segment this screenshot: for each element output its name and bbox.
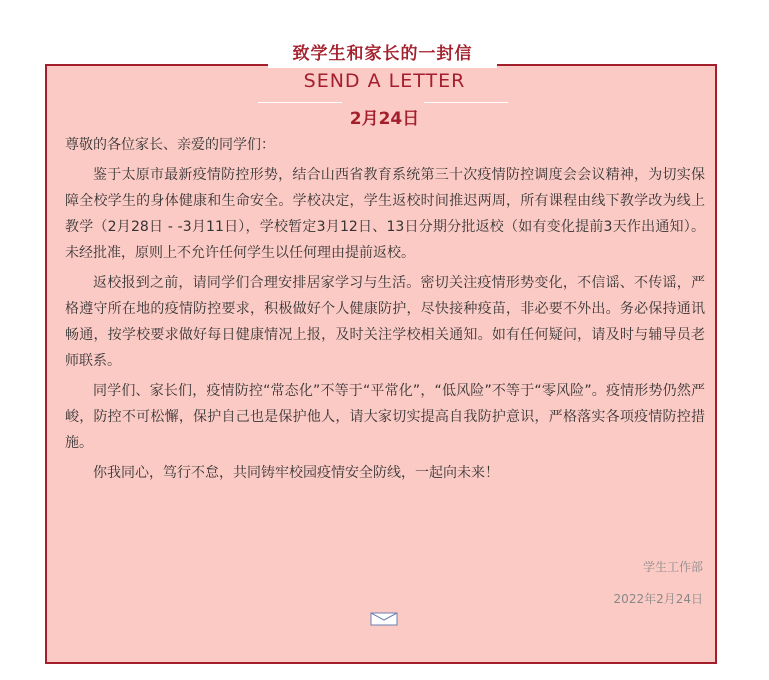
paragraph-1: 鉴于太原市最新疫情防控形势，结合山西省教育系统第三十次疫情防控调度会会议精神，为切实保障全校学生的身体健康和生命安全。学校决定，学生返校时间推迟两周，所有课程由线下教学改为线上教学（2月28日 - -3月11日），学校暂定3月12日、13日分期分批返校（如有变化提前3天作出通知）。未经批准，原则上不允许任何学生以任何理由提前返校。 (65, 167, 705, 261)
signer: 学生工作部 (642, 560, 703, 574)
letter-body (65, 132, 705, 490)
paragraph-3: 同学们、家长们，疫情防控“常态化”不等于“平常化”，“低风险”不等于“零风险”。疫情形势仍然严峻，防控不可松懈，保护自己也是保护他人，请大家切实提高自我防护意识，严格落实各项疫情防控措施。 (65, 383, 705, 451)
letter-title: 致学生和家长的一封信 (268, 34, 497, 68)
subtitle-rule-left (258, 102, 342, 103)
envelope-icon (370, 612, 398, 626)
sign-date: 2022年2月24日 (613, 592, 703, 606)
date-heading: 2月24日 (349, 109, 420, 129)
paragraph-4: 你我同心，笃行不怠，共同铸牢校园疫情安全防线，一起向未来！ (93, 465, 499, 481)
greeting: 尊敬的各位家长、亲爱的同学们： (65, 137, 275, 153)
subtitle-rule-right (424, 102, 508, 103)
letter-subtitle: SEND A LETTER (303, 70, 466, 92)
paragraph-2: 返校报到之前，请同学们合理安排居家学习与生活。密切关注疫情形势变化，不信谣、不传谣，严格遵守所在地的疫情防控要求，积极做好个人健康防护，尽快接种疫苗，非必要不外出。务必保持通讯畅通，按学校要求做好每日健康情况上报，及时关注学校相关通知。如有任何疑问，请及时与辅导员老师联系。 (65, 275, 705, 369)
